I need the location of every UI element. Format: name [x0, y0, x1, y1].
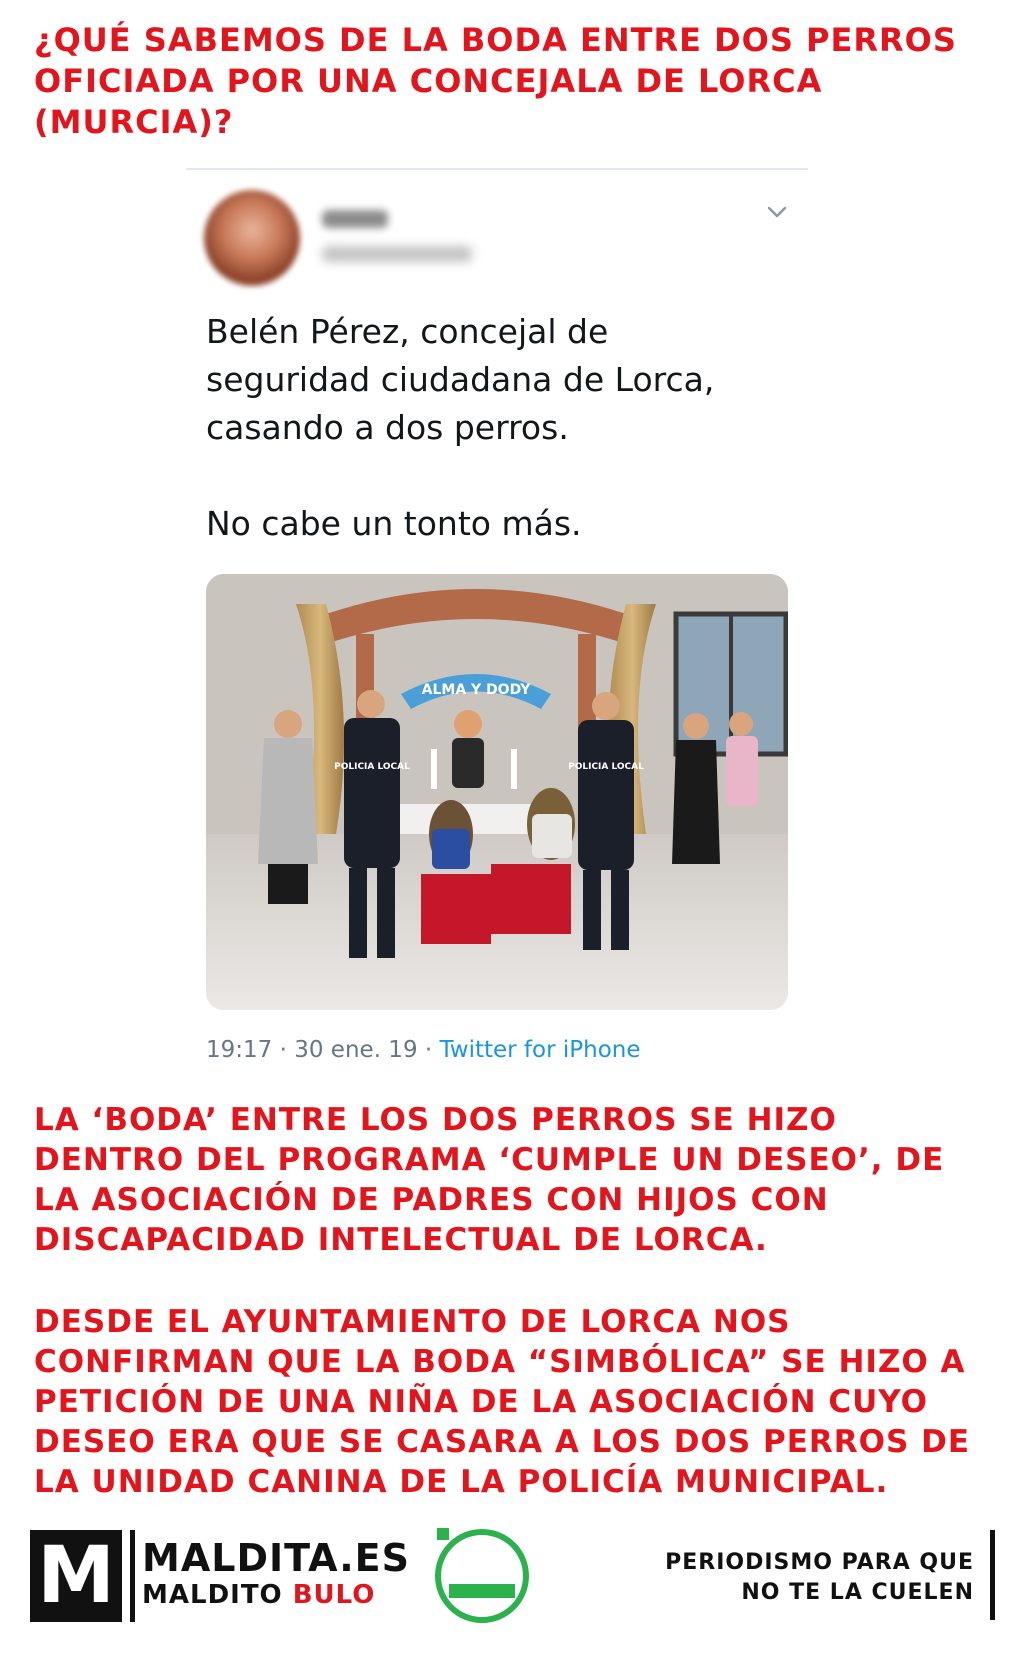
guest-woman-left	[258, 738, 318, 864]
slogan-divider	[990, 1530, 995, 1620]
police-officer-left	[344, 718, 400, 868]
meta-separator: ·	[424, 1037, 433, 1063]
tweet-line: casando a dos perros.	[206, 408, 569, 447]
police-officer-right	[578, 720, 634, 870]
body-paragraph-1: LA ‘BODA’ ENTRE LOS DOS PERROS SE HIZO DENTRO DEL PROGRAMA ‘CUMPLE UN DESEO’, DE LA ASOCIACIÓN DE PADRES CON HIJOS CON DISCAPACIDAD INTELECTUAL DE LORCA.	[34, 1102, 945, 1258]
guest-woman-right	[672, 740, 720, 864]
blurred-user-handle	[322, 246, 472, 262]
officiant-head	[454, 710, 482, 738]
slogan-line: NO TE LA CUELEN	[741, 1580, 974, 1605]
tweet-photo[interactable]	[206, 574, 788, 1010]
red-cushion-right	[491, 864, 571, 934]
banner-text: ALMA Y DODY	[421, 682, 531, 698]
tweet-time: 19:17	[206, 1037, 273, 1063]
vest-label-left: POLICIA LOCAL	[334, 762, 410, 772]
headline: ¿QUÉ SABEMOS DE LA BODA ENTRE DOS PERROS OFICIADA POR UNA CONCEJALA DE LORCA (MURCIA)?	[34, 21, 957, 141]
meta-separator: ·	[279, 1037, 287, 1063]
tweet-date: 30 ene. 19	[294, 1037, 418, 1063]
ceremony-illustration	[206, 574, 788, 1010]
tweet-meta	[206, 1037, 806, 1063]
brand-subtitle	[142, 1580, 375, 1610]
red-cushion-left	[421, 874, 491, 944]
maldita-logo[interactable]: M	[30, 1530, 122, 1622]
slogan	[665, 1548, 974, 1608]
girl-guest	[726, 736, 758, 806]
brand-sub-accent: BULO	[292, 1580, 376, 1610]
slogan-line: PERIODISMO PARA QUE	[665, 1550, 974, 1575]
body-paragraph-2: DESDE EL AYUNTAMIENTO DE LORCA NOS CONFIRMAN QUE LA BODA “SIMBÓLICA” SE HIZO A PETICIÓN DE UNA NIÑA DE LA ASOCIACIÓN CUYO DESEO ERA QUE SE CASARA A LOS DOS PERROS DE LA UNIDAD CANINA DE LA POLICÍA MUNICIPAL.	[34, 1304, 971, 1500]
chevron-down-icon[interactable]	[766, 204, 788, 220]
officiant	[452, 738, 484, 788]
brand-sub-prefix: MALDITO	[142, 1580, 293, 1610]
vest-label-right: POLICIA LOCAL	[568, 762, 644, 772]
logo-divider	[130, 1530, 135, 1622]
avatar[interactable]	[204, 190, 300, 286]
blurred-user-name	[322, 210, 388, 228]
ifcn-signatory-seal	[435, 1526, 529, 1624]
tweet-top-divider	[186, 168, 808, 170]
tweet-line: Belén Pérez, concejal de	[206, 312, 609, 351]
tweet-line: No cabe un tonto más.	[206, 504, 582, 543]
tweet-text	[206, 308, 806, 548]
brand-name: MALDITA.ES	[142, 1536, 410, 1580]
tweet-source-link[interactable]: Twitter for iPhone	[439, 1037, 641, 1063]
tweet-line: seguridad ciudadana de Lorca,	[206, 360, 715, 399]
